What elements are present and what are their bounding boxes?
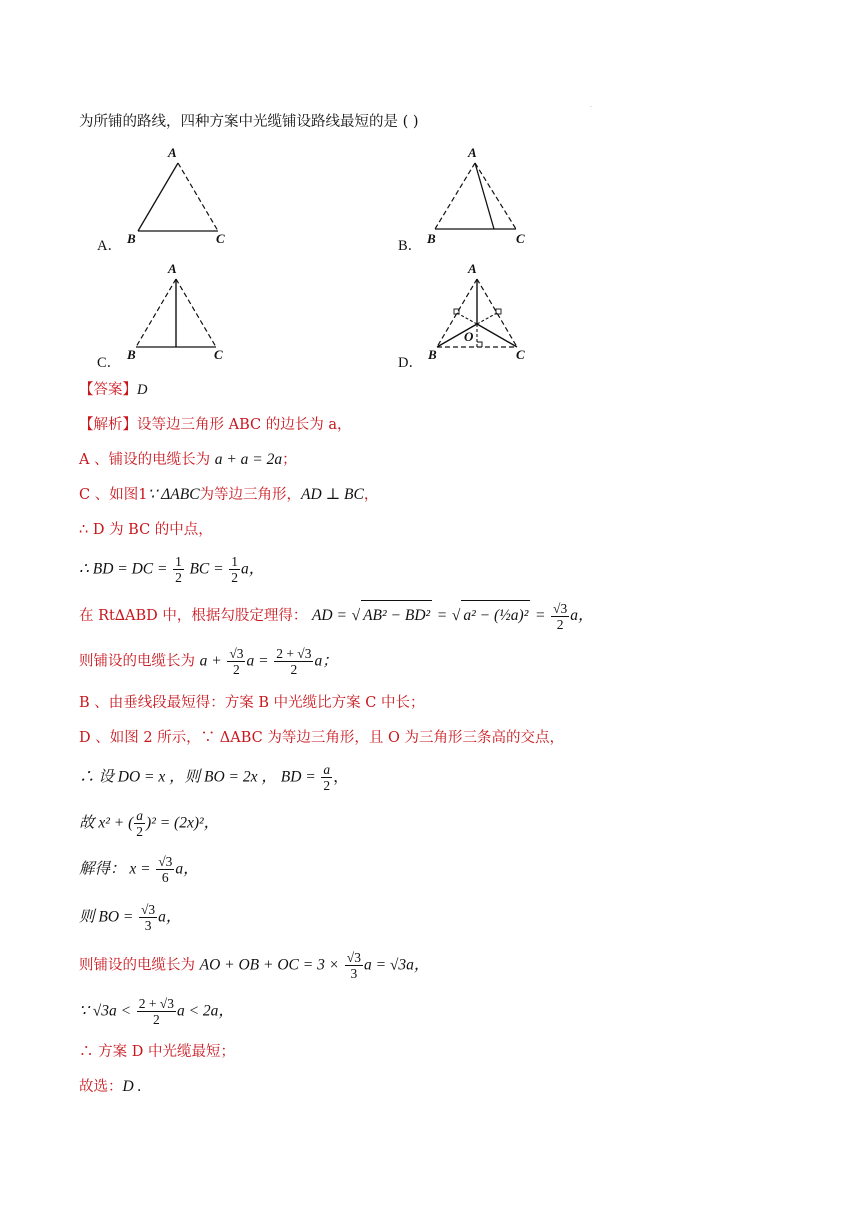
analysis-line-14 bbox=[79, 950, 429, 981]
side-ac-dashed bbox=[178, 163, 218, 231]
side-ab bbox=[138, 163, 178, 231]
analysis-line-7 bbox=[79, 646, 338, 677]
formula: AD = bbox=[311, 607, 347, 624]
formula: ∴ 设 DO = x ，则 BO = 2x ， BD = bbox=[79, 768, 316, 786]
side-ab-dashed bbox=[136, 279, 176, 347]
option-a-label: A． bbox=[97, 238, 122, 254]
analysis-line-17 bbox=[79, 1077, 141, 1097]
page-mark: · bbox=[590, 104, 592, 111]
analysis-text: A 、铺设的电缆长为 bbox=[79, 452, 215, 468]
analysis-line-11 bbox=[79, 808, 219, 839]
fraction: $\frac{a}{2}$ bbox=[136, 808, 144, 839]
fraction: $\frac{√3}{3}$ bbox=[346, 950, 361, 981]
altitude-left-dashed bbox=[457, 313, 477, 324]
formula: a = bbox=[246, 652, 269, 670]
formula: AB² − BD² bbox=[361, 600, 432, 631]
vertex-a-label: A bbox=[468, 261, 477, 276]
analysis-line-1 bbox=[79, 415, 351, 435]
analysis-text: 则铺设的电缆长为 bbox=[79, 957, 200, 974]
option-c-label: C． bbox=[97, 355, 122, 371]
formula: 故 x² + ( bbox=[79, 814, 134, 832]
fraction: $\frac{a}{2}$ bbox=[323, 762, 331, 793]
analysis-line-9: D 、如图 2 所示，∵ ΔABC 为等边三角形，且 O 为三角形三条高的交点， bbox=[79, 730, 564, 746]
vertex-c-label: C bbox=[216, 231, 225, 246]
fraction: $\frac{√3}{6}$ bbox=[158, 854, 173, 885]
formula: a + bbox=[199, 652, 222, 670]
figure-d bbox=[418, 259, 540, 363]
formula: a， bbox=[240, 560, 265, 578]
fraction: $\frac{2 + √3}{2}$ bbox=[276, 646, 312, 677]
analysis-text: 故选： bbox=[79, 1079, 123, 1095]
vertex-c-label: C bbox=[516, 347, 525, 362]
side-ac-dashed bbox=[475, 163, 516, 229]
fraction: $\frac{√3}{2}$ bbox=[553, 600, 568, 632]
formula: BC = bbox=[189, 560, 224, 578]
vertex-b-label: B bbox=[427, 231, 436, 246]
analysis-text: 设等边三角形 ABC 的边长为 a， bbox=[137, 417, 352, 433]
formula: AD ⊥ BC bbox=[301, 486, 364, 503]
analysis-text: 为等边三角形， bbox=[199, 487, 302, 503]
analysis-line-8: B 、由垂线段最短得：方案 B 中光缆比方案 C 中长； bbox=[79, 695, 425, 711]
right-angle-mark bbox=[477, 342, 482, 347]
formula: AO + OB + OC = 3 × bbox=[199, 956, 340, 974]
formula: a， bbox=[158, 908, 182, 926]
formula: = bbox=[534, 607, 546, 624]
vertex-a-label: A bbox=[168, 261, 177, 276]
vertex-b-label: B bbox=[127, 231, 136, 246]
analysis-line-10 bbox=[79, 762, 349, 793]
figure-a bbox=[118, 143, 238, 247]
analysis-text: 在 Rt∆ABD 中，根据勾股定理得： bbox=[79, 608, 308, 624]
analysis-line-4: ∴ D 为 BC 的中点， bbox=[79, 522, 213, 538]
answer-tag: 【答案】 bbox=[79, 382, 137, 398]
formula: ∵ √3a < bbox=[79, 1002, 132, 1020]
vertex-c-label: C bbox=[214, 347, 223, 362]
question-stem: 为所铺的路线，四种方案中光缆铺设路线最短的是 ( ) bbox=[79, 114, 419, 130]
analysis-tag: 【解析】 bbox=[79, 417, 137, 433]
formula: = bbox=[436, 607, 448, 624]
formula: 解得： x = bbox=[79, 860, 151, 878]
analysis-text: ； bbox=[282, 452, 297, 468]
analysis-text: 则铺设的电缆长为 bbox=[79, 653, 200, 670]
formula: a， bbox=[570, 607, 594, 624]
analysis-line-15 bbox=[79, 996, 234, 1027]
formula: )² = (2x)²， bbox=[146, 814, 220, 832]
formula: a < 2a， bbox=[176, 1002, 234, 1020]
fraction: $\frac{1}{2}$ bbox=[175, 554, 182, 585]
formula: a + a = 2a bbox=[214, 451, 283, 468]
final-answer: D . bbox=[122, 1078, 142, 1095]
vertex-c-label: C bbox=[516, 231, 525, 246]
fraction: $\frac{2 + √3}{2}$ bbox=[138, 996, 174, 1027]
option-d-label: D． bbox=[398, 355, 423, 371]
answer-value: D bbox=[137, 382, 148, 398]
option-b-label: B． bbox=[398, 238, 423, 254]
cable-segment bbox=[475, 163, 494, 229]
vertex-b-label: B bbox=[127, 347, 136, 362]
segment-co bbox=[477, 324, 517, 347]
center-o-label: O bbox=[464, 329, 474, 344]
formula: a² − (½a)² bbox=[461, 600, 530, 631]
analysis-text: C 、如图1 bbox=[79, 487, 148, 503]
fraction: $\frac{√3}{2}$ bbox=[229, 646, 244, 677]
analysis-line-16: ∴ 方案 D 中光缆最短； bbox=[79, 1044, 235, 1060]
fraction: $\frac{√3}{3}$ bbox=[140, 902, 156, 933]
formula: ∴ BD = DC = bbox=[79, 560, 168, 578]
analysis-line-5 bbox=[79, 554, 264, 585]
formula: a = √3a， bbox=[363, 956, 430, 974]
side-ab-dashed bbox=[435, 163, 475, 229]
analysis-line-13 bbox=[79, 902, 181, 933]
formula: 则 BO = bbox=[79, 908, 134, 926]
answer-line bbox=[79, 380, 147, 400]
analysis-line-2 bbox=[79, 450, 297, 470]
analysis-text: ， bbox=[363, 487, 379, 503]
formula: a； bbox=[314, 652, 338, 670]
vertex-b-label: B bbox=[428, 347, 437, 362]
fraction: $\frac{1}{2}$ bbox=[231, 554, 238, 585]
vertex-a-label: A bbox=[468, 145, 477, 160]
formula: ∵ ΔABC bbox=[147, 486, 200, 503]
vertex-a-label: A bbox=[168, 145, 177, 160]
analysis-line-6: 在 Rt∆ABD 中，根据勾股定理得： AD = √ AB² − BD² = √ a² − (½a)² = $\frac{√3}{2}$ a， bbox=[79, 600, 594, 632]
altitude-right-dashed bbox=[477, 313, 497, 324]
figure-b bbox=[418, 143, 538, 247]
formula: a， bbox=[175, 860, 199, 878]
analysis-line-3 bbox=[79, 485, 378, 505]
formula: ， bbox=[333, 768, 349, 786]
figure-c bbox=[118, 259, 238, 363]
analysis-line-12 bbox=[79, 854, 199, 885]
side-ac-dashed bbox=[176, 279, 216, 347]
